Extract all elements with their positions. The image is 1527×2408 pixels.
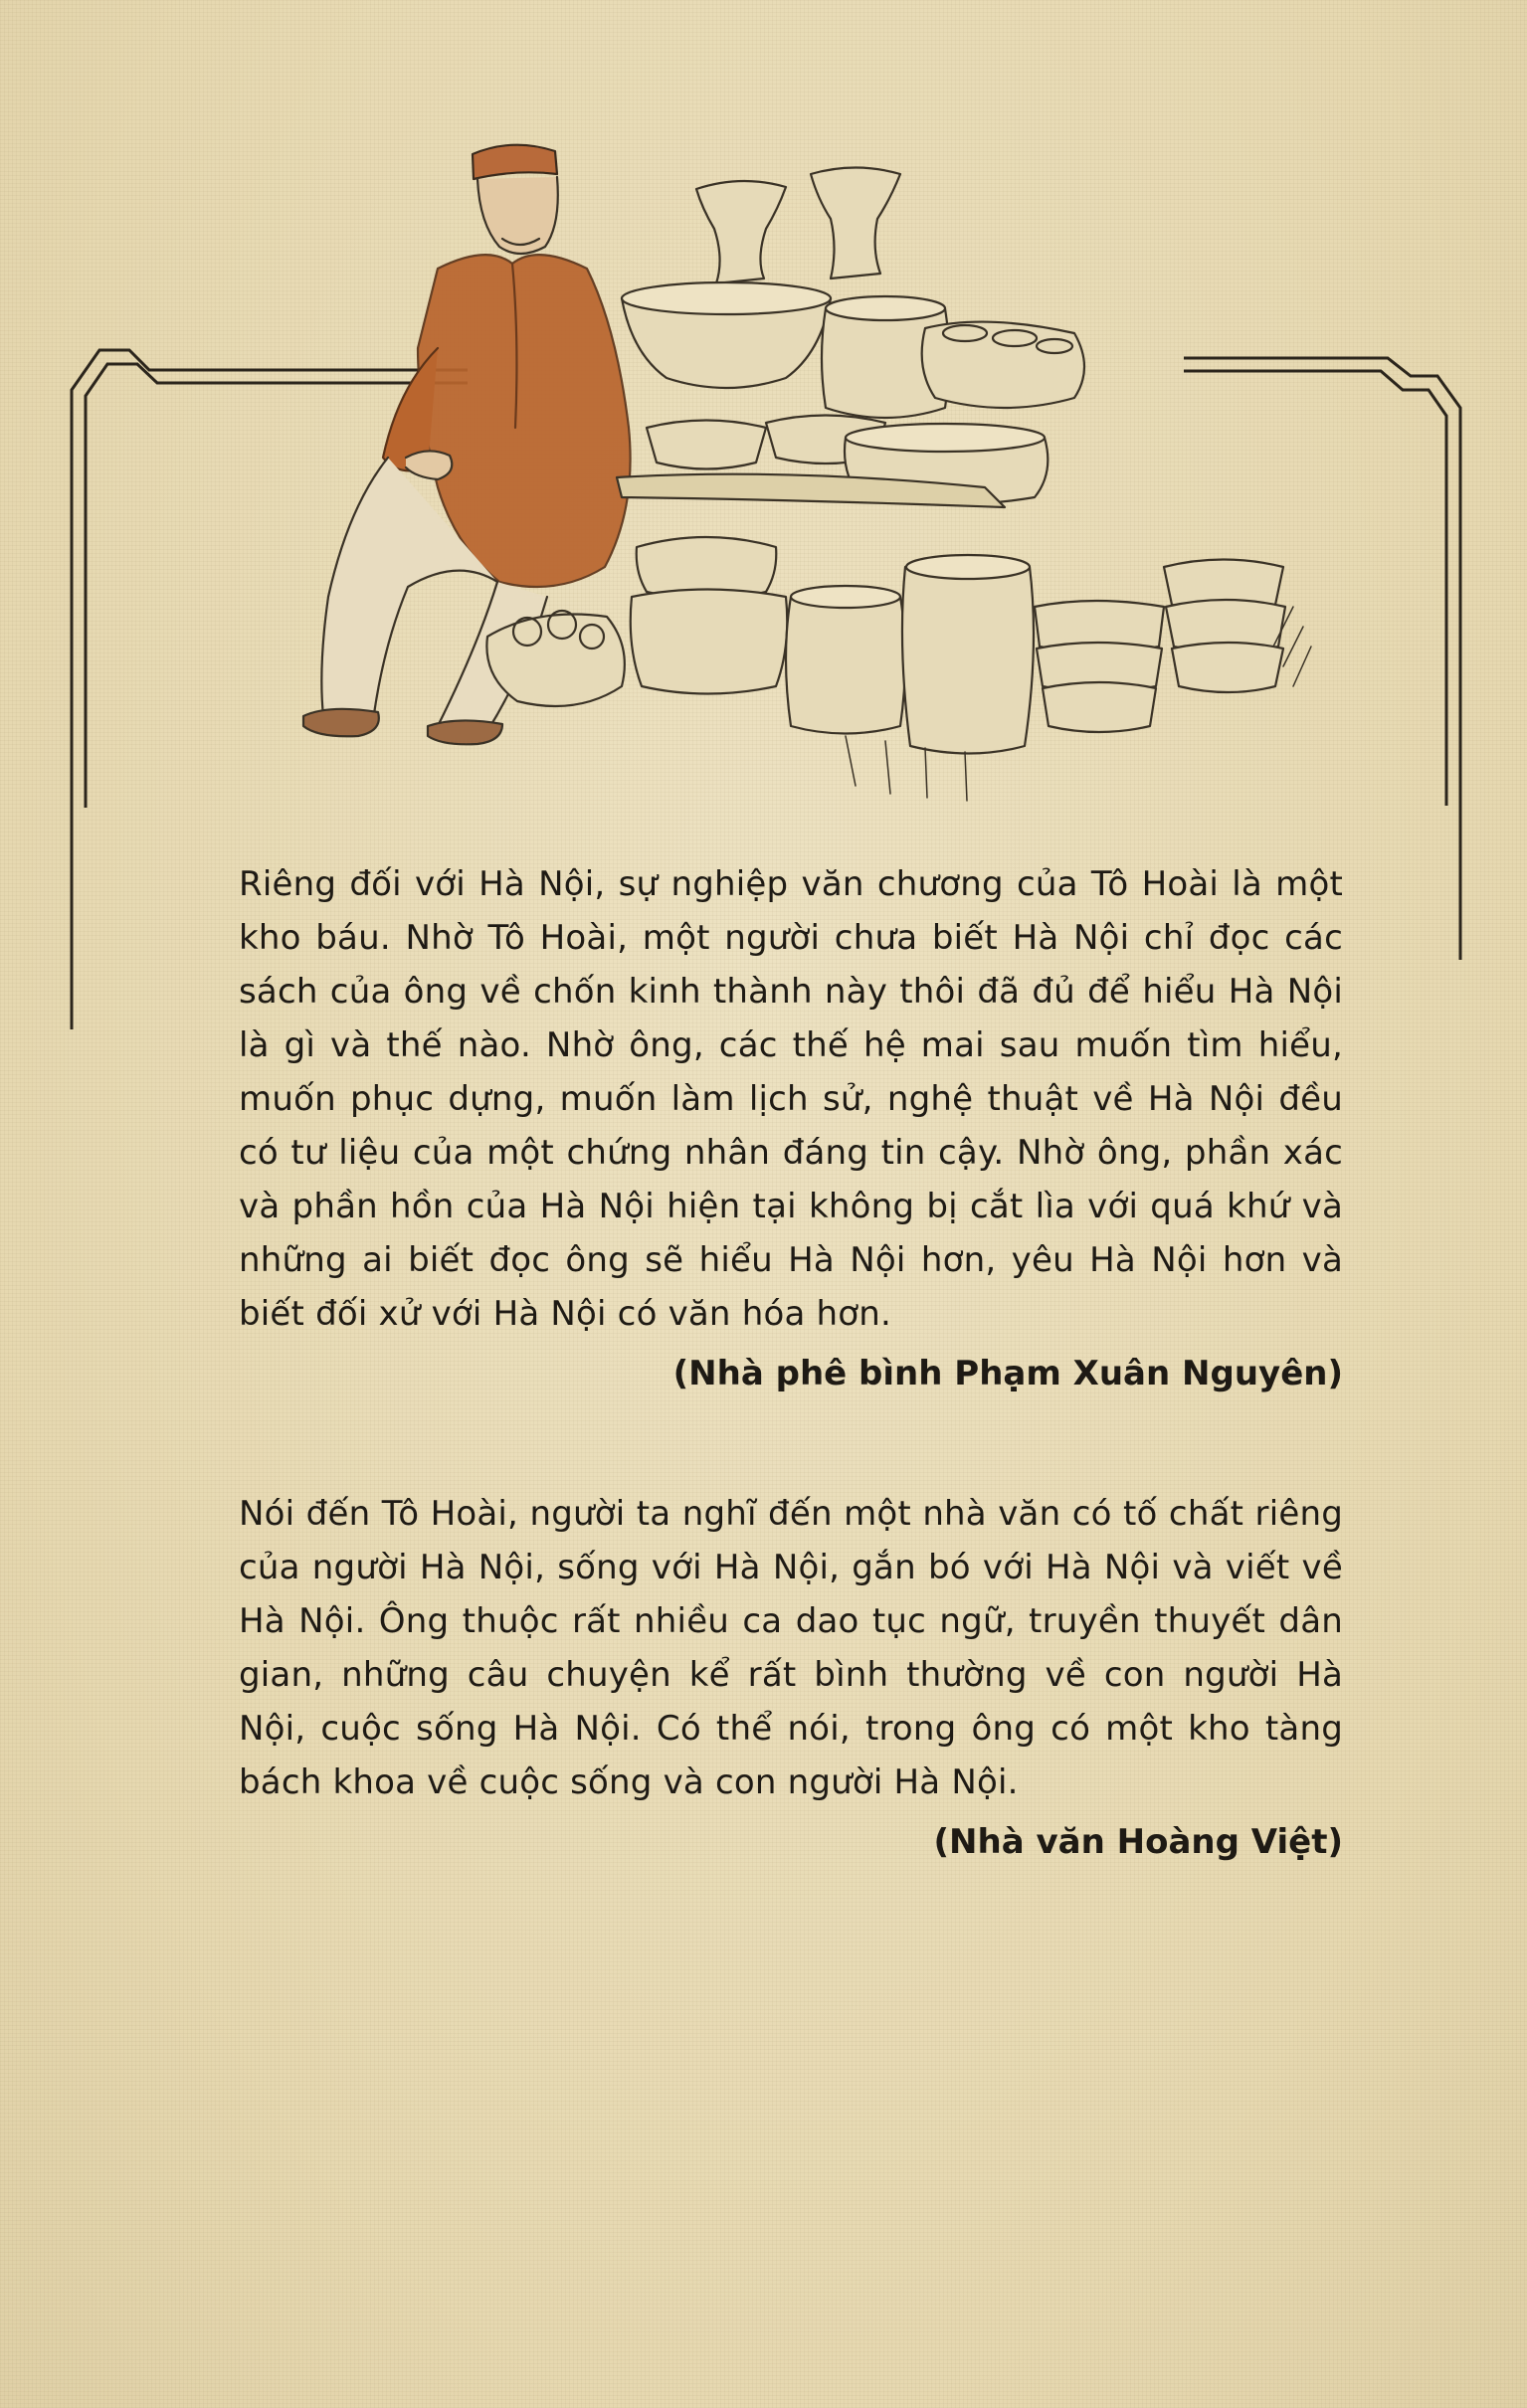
quote-text-2: Nói đến Tô Hoài, người ta nghĩ đến một nhà văn có tố chất riêng của người Hà Nội, sống với Hà Nội, gắn bó với Hà Nội và viết về Hà Nội. Ông thuộc rất nhiều ca dao tục ngữ, truyền thuyết dân gian, những câu chuyện kể rất bình thường về con người Hà Nội, cuộc sống Hà Nội. Có thể nói, trong ông có một kho tàng bách khoa về cuộc sống và con người Hà Nội. xyxy=(239,1494,1343,1802)
jar-bottom-b xyxy=(786,590,905,734)
quote-block-1 xyxy=(239,857,1343,1400)
quote-attribution-2: (Nhà văn Hoàng Việt) xyxy=(933,1822,1343,1862)
jar-bottom-c xyxy=(902,560,1034,754)
face-shape xyxy=(477,177,558,254)
bowl-bottom-a xyxy=(631,590,788,694)
basket-left xyxy=(486,615,624,707)
quote-text-1: Riêng đối với Hà Nội, sự nghiệp văn chương của Tô Hoài là một kho báu. Nhờ Tô Hoài, một người chưa biết Hà Nội chỉ đọc các sách của ông về chốn kinh thành này thôi đã đủ để hiểu Hà Nội là gì và thế nào. Nhờ ông, các thế hệ mai sau muốn tìm hiểu, muốn phục dựng, muốn làm lịch sử, nghệ thuật về Hà Nội đều có tư liệu của một chứng nhân đáng tin cậy. Nhờ ông, phần xác và phần hồn của Hà Nội hiện tại không bị cắt lìa với quá khứ và những ai biết đọc ông sẽ hiểu Hà Nội hơn, yêu Hà Nội hơn và biết đối xử với Hà Nội có văn hóa hơn. xyxy=(239,864,1343,1334)
bowl-stack-1 xyxy=(647,421,766,469)
shoe-left xyxy=(303,709,379,736)
hat-shape xyxy=(473,145,557,179)
cups-cluster xyxy=(922,322,1084,408)
shoe-right xyxy=(428,720,502,744)
vase-top-2 xyxy=(811,168,900,279)
quote-block-2 xyxy=(239,1487,1343,1869)
vase-top-1 xyxy=(696,181,786,283)
illustration-old-man-with-pottery xyxy=(288,129,1413,806)
quote-attribution-1: (Nhà phê bình Phạm Xuân Nguyên) xyxy=(672,1354,1343,1393)
